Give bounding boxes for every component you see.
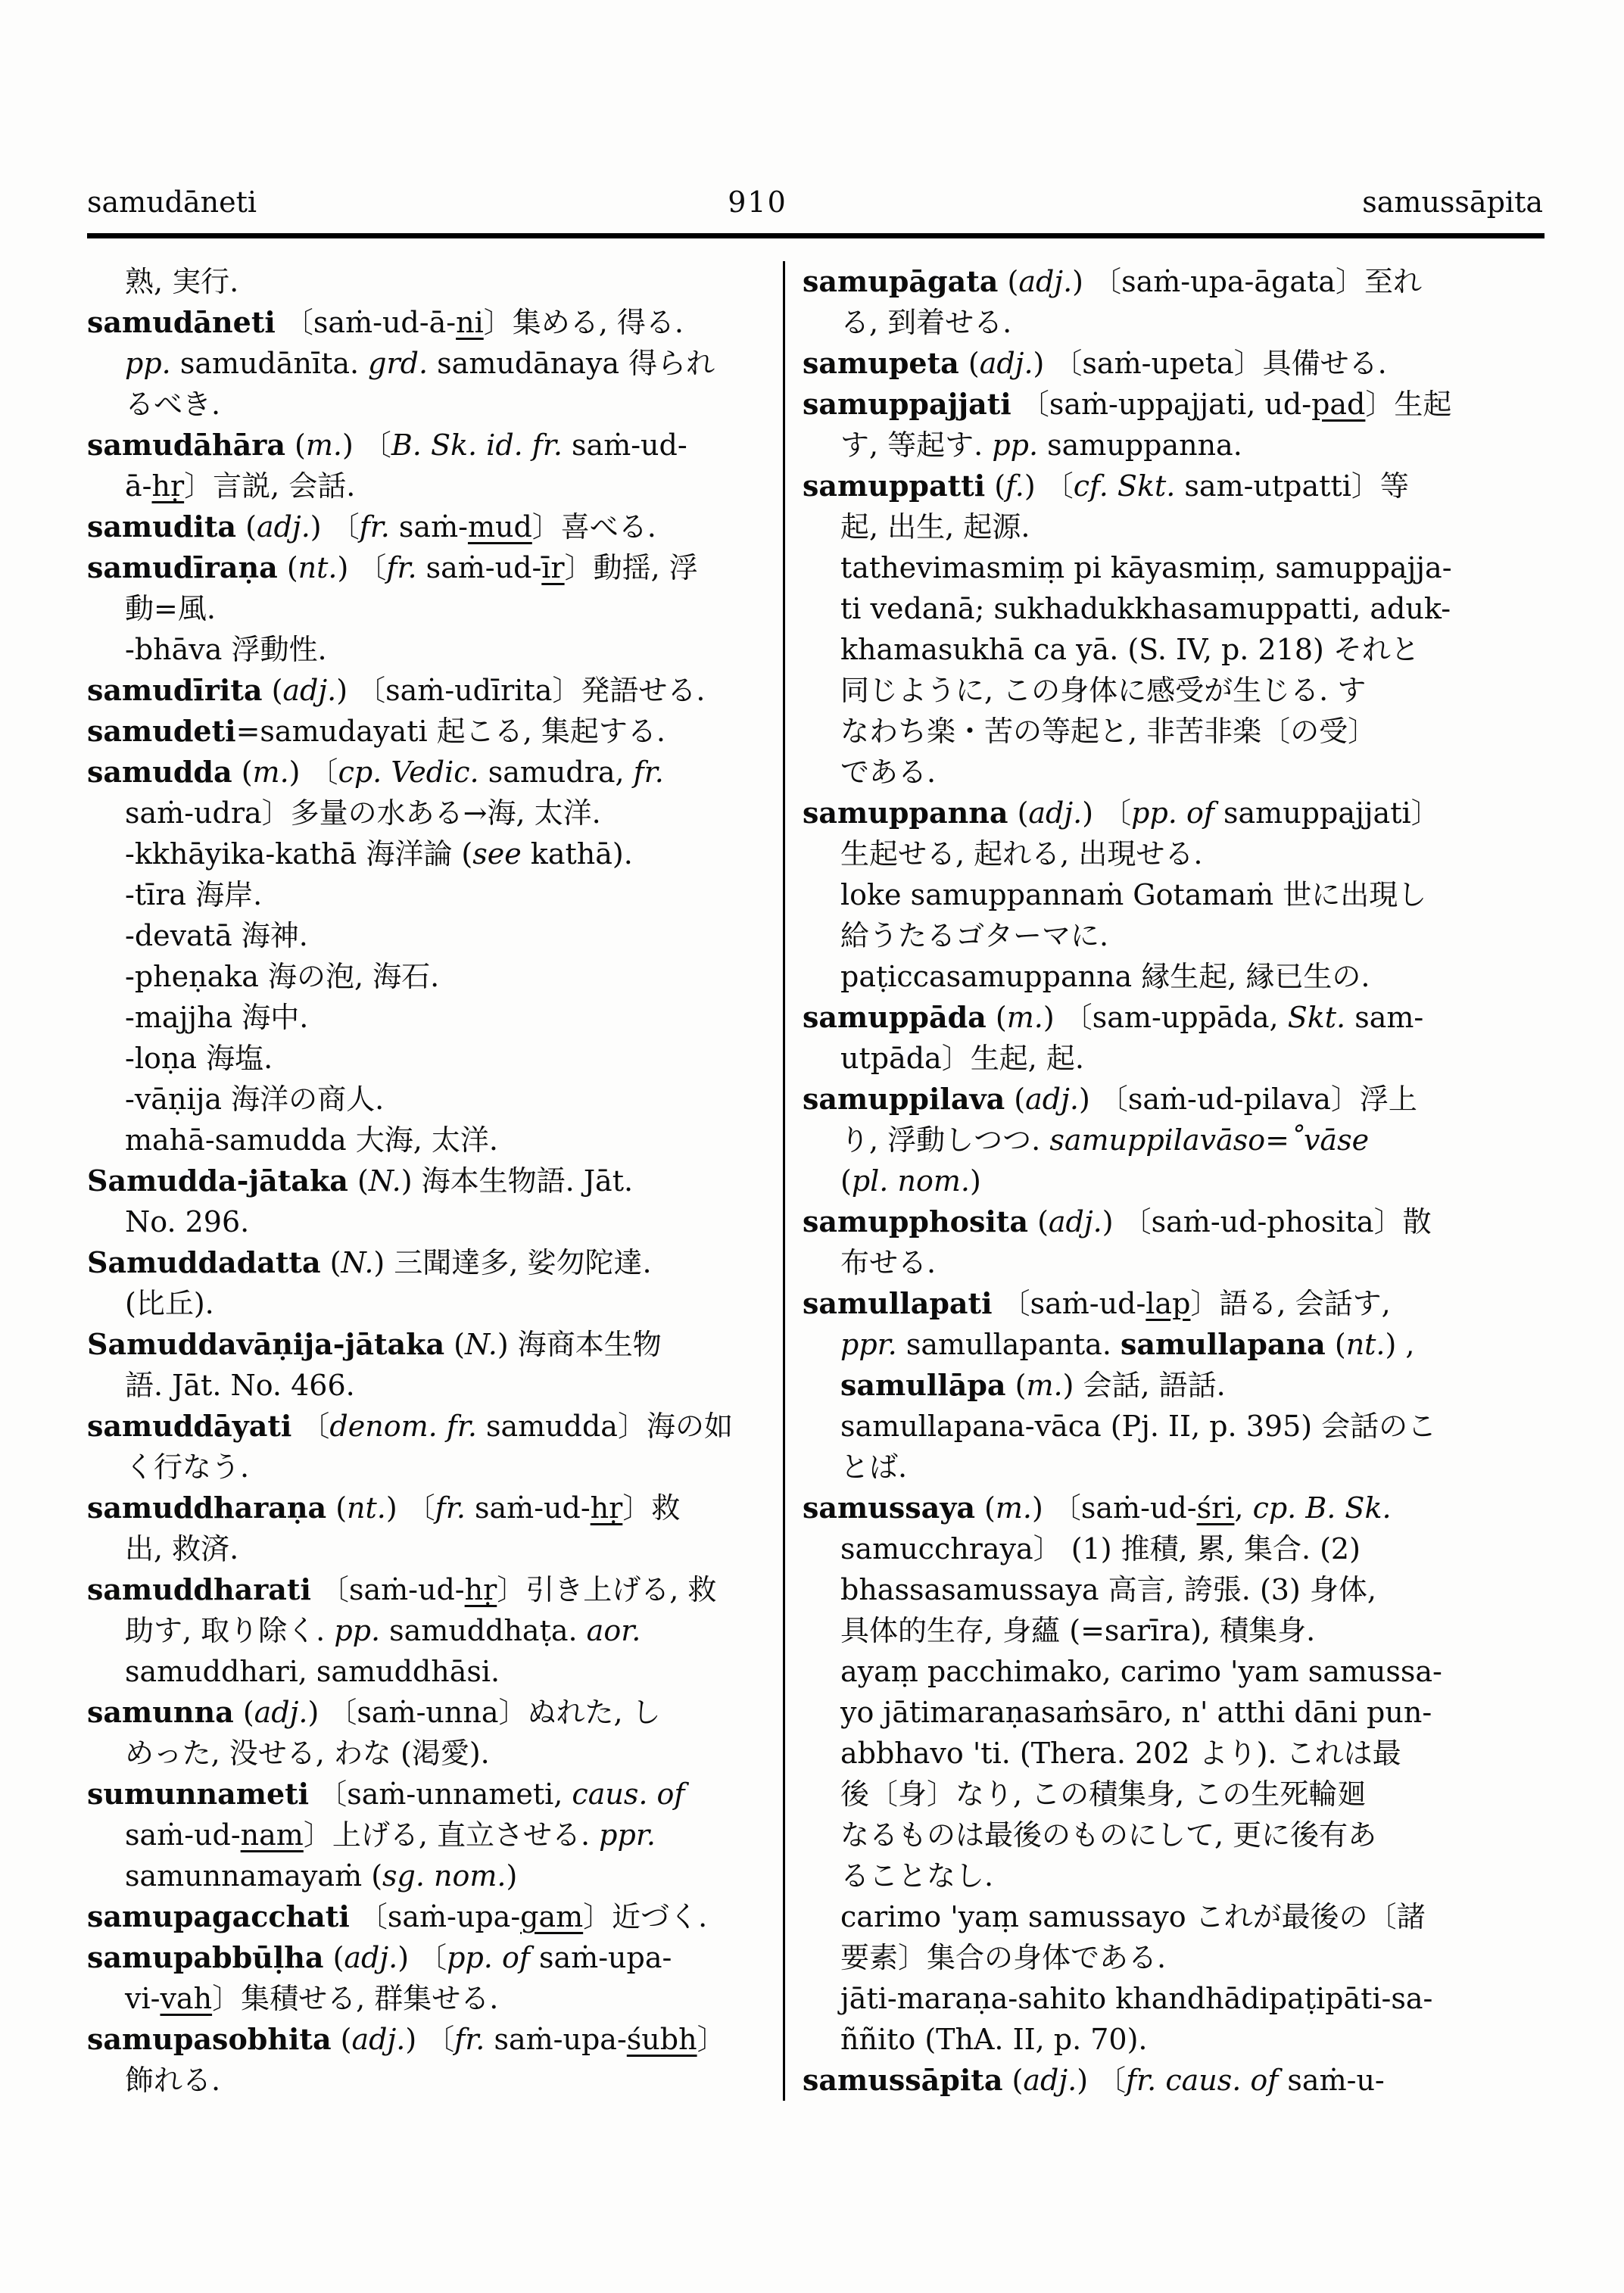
dictionary-line: samussaya (m.) 〔saṁ-ud-śri, cp. B. Sk.	[803, 1491, 1392, 1525]
dictionary-line: loke samuppannaṁ Gotamaṁ 世に出現し	[840, 878, 1427, 911]
dictionary-line: 助す, 取り除く. pp. samuddhaṭa. aor.	[125, 1614, 641, 1647]
header-rule	[87, 233, 1545, 238]
dictionary-line: bhassasamussaya 高言, 誇張. (3) 身体,	[840, 1573, 1376, 1606]
dictionary-line: -majjha 海中.	[125, 1001, 309, 1034]
dictionary-line: samudeti=samudayati 起こる, 集起する.	[87, 714, 665, 748]
dictionary-line: samudīraṇa (nt.) 〔fr. saṁ-ud-īr〕動揺, 浮	[87, 550, 698, 584]
dictionary-line: 出, 救済.	[125, 1532, 239, 1566]
dictionary-line: samullāpa (m.) 会話, 語話.	[840, 1368, 1226, 1402]
dictionary-line: samuppāda (m.) 〔sam-uppāda, Skt. sam-	[803, 1000, 1424, 1034]
dictionary-line: samudīrita (adj.) 〔saṁ-udīrita〕発語せる.	[87, 673, 706, 707]
running-header	[87, 179, 1545, 226]
dictionary-line: Samudda-jātaka (N.) 海本生物語. Jāt.	[87, 1164, 634, 1198]
dictionary-line: 動=風.	[125, 592, 216, 625]
dictionary-line: 起, 出生, 起源.	[840, 510, 1030, 544]
dictionary-line: るべき.	[125, 388, 221, 421]
dictionary-line: 要素〕集合の身体である.	[840, 1941, 1167, 1974]
dictionary-line: samudāhāra (m.) 〔B. Sk. id. fr. saṁ-ud-	[87, 428, 687, 462]
dictionary-line: 後〔身〕なり, この積集身, この生死輪廻	[840, 1777, 1367, 1811]
dictionary-line: る, 到着せる.	[840, 306, 1012, 339]
column-left	[87, 261, 766, 2101]
dictionary-line: ることなし.	[840, 1859, 994, 1893]
dictionary-line: 熟, 実行.	[125, 265, 239, 298]
dictionary-line: No. 296.	[125, 1205, 250, 1238]
dictionary-line: なるものは最後のものにして, 更に後有あ	[840, 1818, 1377, 1852]
dictionary-line: り, 浮動しつつ. samuppilavāso=˚vāse	[840, 1123, 1370, 1157]
dictionary-line: 語. Jāt. No. 466.	[125, 1369, 355, 1402]
dictionary-line: す, 等起す. pp. samuppanna.	[840, 428, 1242, 462]
dictionary-line: samudāneti 〔saṁ-ud-ā-ni〕集める, 得る.	[87, 305, 684, 339]
dictionary-line: く行なう.	[125, 1450, 250, 1484]
dictionary-line: -tīra 海岸.	[125, 878, 263, 911]
dictionary-line: tathevimasmiṃ pi kāyasmiṃ, samuppajja-	[840, 551, 1452, 584]
dictionary-line: samudda (m.) 〔cp. Vedic. samudra, fr.	[87, 755, 664, 789]
dictionary-line: 同じように, この身体に感受が生じる. す	[840, 674, 1367, 707]
dictionary-line: ti vedanā; sukhadukkhasamuppatti, aduk-	[840, 592, 1451, 625]
dictionary-line: carimo 'yaṃ samussayo これが最後の〔諸	[840, 1900, 1426, 1933]
dictionary-line: samupphosita (adj.) 〔saṁ-ud-phosita〕散	[803, 1204, 1432, 1238]
dictionary-line: samuppatti (f.) 〔cf. Skt. sam-utpatti〕等	[803, 469, 1409, 503]
dictionary-line: samunna (adj.) 〔saṁ-unna〕ぬれた, し	[87, 1695, 661, 1729]
dictionary-line: 飾れる.	[125, 2064, 221, 2097]
dictionary-line: samuddharaṇa (nt.) 〔fr. saṁ-ud-hṛ〕救	[87, 1491, 681, 1525]
column-divider-rule	[783, 261, 785, 2101]
dictionary-line: ññito (ThA. II, p. 70).	[840, 2023, 1148, 2056]
dictionary-line: である.	[840, 756, 937, 789]
dictionary-line: -vāṇija 海洋の商人.	[125, 1083, 385, 1116]
dictionary-line: samuddāyati 〔denom. fr. samudda〕海の如	[87, 1409, 733, 1443]
dictionary-line: vi-vah〕集積せる, 群集せる.	[125, 1982, 499, 2015]
dictionary-line: samullapati 〔saṁ-ud-lap〕語る, 会話す,	[803, 1286, 1391, 1320]
dictionary-line: abbhavo 'ti. (Thera. 202 より). これは最	[840, 1737, 1401, 1770]
dictionary-line: samupabbūḷha (adj.) 〔pp. of saṁ-upa-	[87, 1940, 672, 1974]
dictionary-line: utpāda〕生起, 起.	[840, 1042, 1084, 1075]
dictionary-line: yo jātimaraṇasaṁsāro, n' atthi dāni pun-	[840, 1696, 1432, 1729]
dictionary-line: -pheṇaka 海の泡, 海石.	[125, 960, 440, 993]
dictionary-line: 具体的生存, 身蘊 (=sarīra), 積集身.	[840, 1614, 1316, 1647]
dictionary-line: -kkhāyika-kathā 海洋論 (see kathā).	[125, 837, 633, 871]
dictionary-line: samuddhari, samuddhāsi.	[125, 1655, 500, 1688]
dictionary-line: samuddharati 〔saṁ-ud-hṛ〕引き上げる, 救	[87, 1572, 717, 1606]
dictionary-line: samullapana-vāca (Pj. II, p. 395) 会話のこ	[840, 1410, 1437, 1443]
page-content-area	[87, 179, 1545, 2101]
dictionary-line: samucchraya〕 (1) 推積, 累, 集合. (2)	[840, 1532, 1361, 1566]
dictionary-line: samudita (adj.) 〔fr. saṁ-mud〕喜べる.	[87, 509, 656, 544]
dictionary-line: なわち楽・苦の等起と, 非苦非楽〔の受〕	[840, 715, 1377, 748]
dictionary-line: ppr. samullapanta. samullapana (nt.) ,	[840, 1327, 1415, 1361]
dictionary-line: めった, 没せる, わな (渇愛).	[125, 1737, 490, 1770]
dictionary-line: -loṇa 海塩.	[125, 1042, 273, 1075]
header-right-guideword: samussāpita	[1362, 185, 1543, 219]
dictionary-line: samupasobhita (adj.) 〔fr. saṁ-upa-śubh〕	[87, 2022, 726, 2056]
dictionary-line: samuppilava (adj.) 〔saṁ-ud-pilava〕浮上	[803, 1082, 1417, 1116]
dictionary-line: ā-hṛ〕言説, 会話.	[125, 469, 356, 503]
dictionary-line: samuppajjati 〔saṁ-uppajjati, ud-pad〕生起	[803, 387, 1452, 421]
page-number: 910	[728, 185, 787, 219]
dictionary-line: mahā-samudda 大海, 太洋.	[125, 1123, 498, 1157]
dictionary-line: samunnamayaṁ (sg. nom.)	[125, 1859, 518, 1893]
dictionary-line: pp. samudānīta. grd. samudānaya 得られ	[125, 347, 715, 380]
dictionary-line: samuppanna (adj.) 〔pp. of samuppajjati〕	[803, 796, 1440, 830]
dictionary-line: saṁ-ud-nam〕上げる, 直立させる. ppr.	[125, 1818, 656, 1852]
dictionary-line: samussāpita (adj.) 〔fr. caus. of saṁ-u-	[803, 2063, 1385, 2097]
dictionary-line: (比丘).	[125, 1287, 214, 1320]
dictionary-line: 布せる.	[840, 1246, 937, 1279]
two-column-text-block	[87, 261, 1545, 2101]
dictionary-line: saṁ-udra〕多量の水ある→海, 太洋.	[125, 796, 601, 830]
dictionary-line: samupagacchati 〔saṁ-upa-gam〕近づく.	[87, 1899, 708, 1933]
column-right	[803, 261, 1545, 2101]
dictionary-line: とば.	[840, 1450, 908, 1484]
dictionary-line: -devatā 海神.	[125, 919, 308, 952]
header-left-guideword: samudāneti	[87, 185, 257, 219]
dictionary-line: 給うたるゴターマに.	[840, 919, 1109, 952]
dictionary-line: Samuddadatta (N.) 三聞達多, 娑勿陀達.	[87, 1245, 652, 1279]
dictionary-line: -bhāva 浮動性.	[125, 633, 327, 666]
dictionary-line: ayaṃ pacchimako, carimo 'yam samussa-	[840, 1655, 1442, 1688]
dictionary-line: khamasukhā ca yā. (S. IV, p. 218) それと	[840, 633, 1420, 666]
dictionary-line: 生起せる, 起れる, 出現せる.	[840, 837, 1203, 871]
dictionary-line: Samuddavāṇija-jātaka (N.) 海商本生物	[87, 1327, 662, 1361]
dictionary-line: samupāgata (adj.) 〔saṁ-upa-āgata〕至れ	[803, 264, 1422, 298]
dictionary-line: samupeta (adj.) 〔saṁ-upeta〕具備せる.	[803, 346, 1387, 380]
dictionary-line: sumunnameti 〔saṁ-unnameti, caus. of	[87, 1777, 685, 1811]
dictionary-line: (pl. nom.)	[840, 1164, 981, 1198]
dictionary-line: paṭiccasamuppanna 縁生起, 縁已生の.	[840, 960, 1370, 993]
dictionary-line: jāti-maraṇa-sahito khandhādipaṭipāti-sa-	[840, 1982, 1433, 2015]
